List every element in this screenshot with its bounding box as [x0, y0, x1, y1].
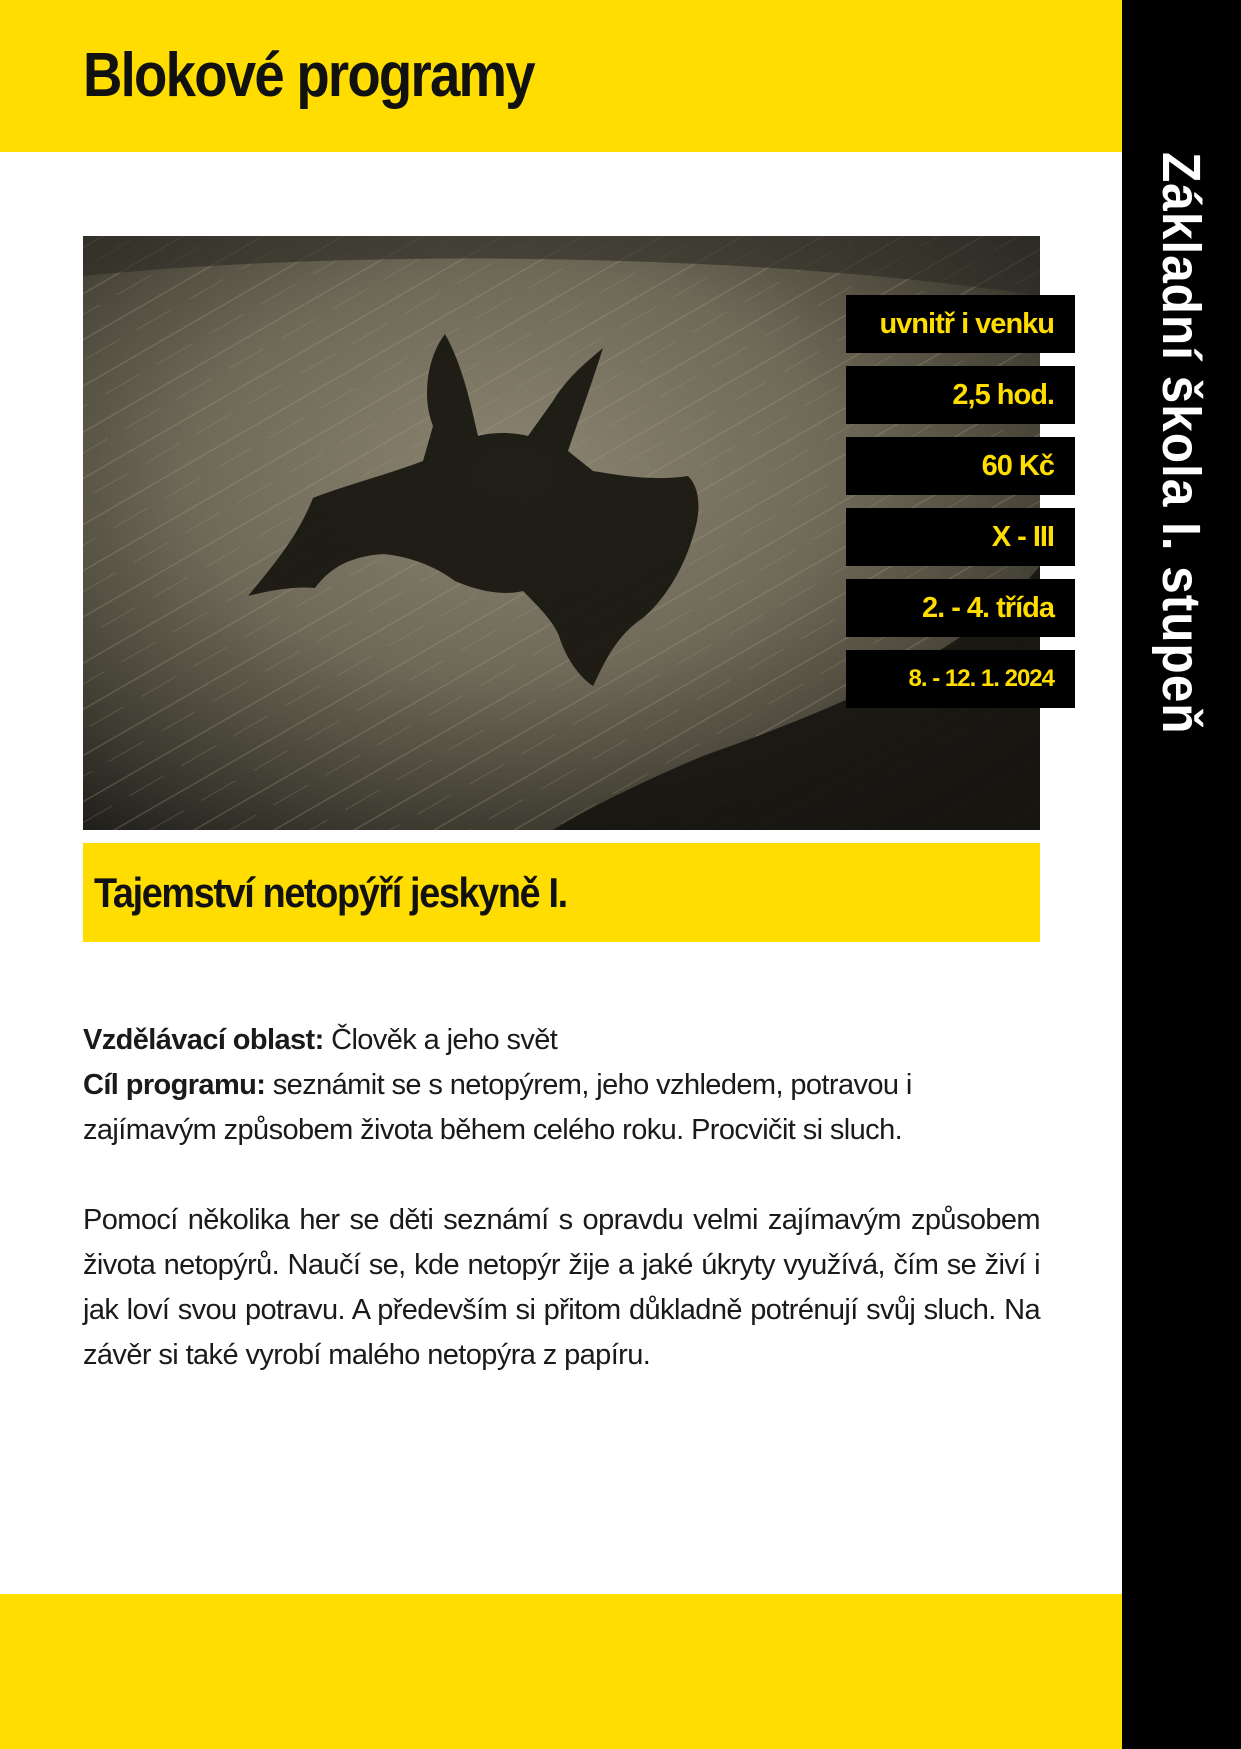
program-info: [83, 1018, 1040, 1153]
education-area-value: Člověk a jeho svět: [323, 1024, 558, 1056]
education-area: [83, 1018, 1040, 1063]
program-title: Tajemství netopýří jeskyně I.: [94, 869, 567, 916]
footer-band: [0, 1594, 1122, 1749]
tag-months: X - III: [846, 508, 1075, 566]
side-label: Základní škola I. stupeň: [1151, 152, 1211, 735]
program-goal-label: Cíl programu:: [83, 1069, 266, 1101]
tag-price: 60 Kč: [846, 437, 1075, 495]
tag-dates: 8. - 12. 1. 2024: [846, 650, 1075, 708]
page-title: Blokové programy: [83, 41, 534, 110]
tag-grades: 2. - 4. třída: [846, 579, 1075, 637]
program-goal: [83, 1063, 1040, 1153]
tag-duration: 2,5 hod.: [846, 366, 1075, 424]
education-area-label: Vzdělávací oblast:: [83, 1024, 324, 1056]
program-description: Pomocí několika her se děti seznámí s opravdu velmi zajímavým způsobem života netopýrů. Naučí se, kde netopýr žije a jaké úkryty využívá, čím se živí i jak loví svou potravu. A především si přitom důkladně potrénují svůj sluch. Na závěr si také vyrobí malého netopýra z papíru.: [83, 1204, 1040, 1371]
program-goal-value: seznámit se s netopýrem, jeho vzhledem, potravou i zajímavým způsobem života během celého roku. Procvičit si sluch.: [83, 1069, 912, 1146]
tag-location: uvnitř i venku: [846, 295, 1075, 353]
